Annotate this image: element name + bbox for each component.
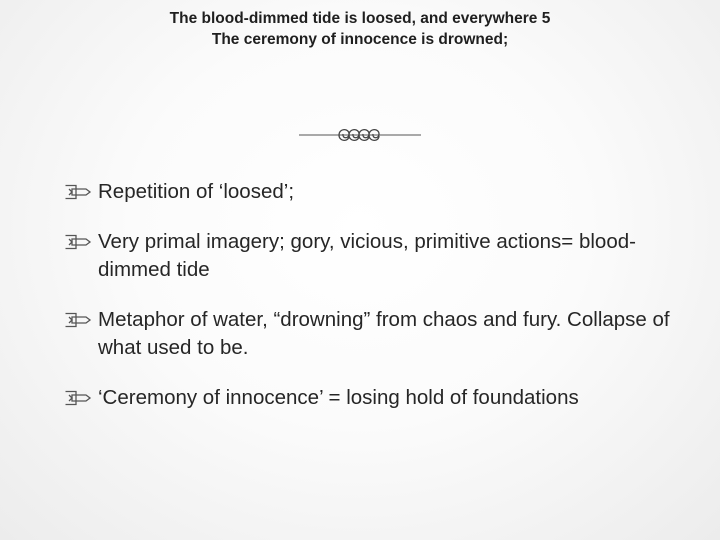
title-line-1: The blood-dimmed tide is loosed, and everywhere 5: [169, 10, 551, 27]
bullet-text: Metaphor of water, “drowning” from chaos and fury. Collapse of what used to be.: [98, 308, 670, 359]
bullet-item: [64, 306, 704, 362]
bullet-item: [64, 384, 704, 412]
bullet-text: Repetition of ‘loosed’;: [98, 180, 295, 203]
bullet-text: ‘Ceremony of innocence’ = losing hold of foundations: [98, 386, 579, 409]
bookmark-arrow-icon: [64, 311, 92, 329]
bullet-item: [64, 228, 704, 284]
bookmark-arrow-icon: [64, 233, 92, 251]
bookmark-arrow-icon: [64, 389, 92, 407]
bookmark-arrow-icon: [64, 183, 92, 201]
flourish-divider-icon: [295, 124, 425, 146]
slide-title: [0, 8, 720, 50]
bullet-item: [64, 178, 704, 206]
title-line-2: The ceremony of innocence is drowned;: [211, 31, 509, 48]
bullet-text: Very primal imagery; gory, vicious, primitive actions= blood-dimmed tide: [98, 230, 636, 281]
bullet-list: [64, 178, 704, 434]
